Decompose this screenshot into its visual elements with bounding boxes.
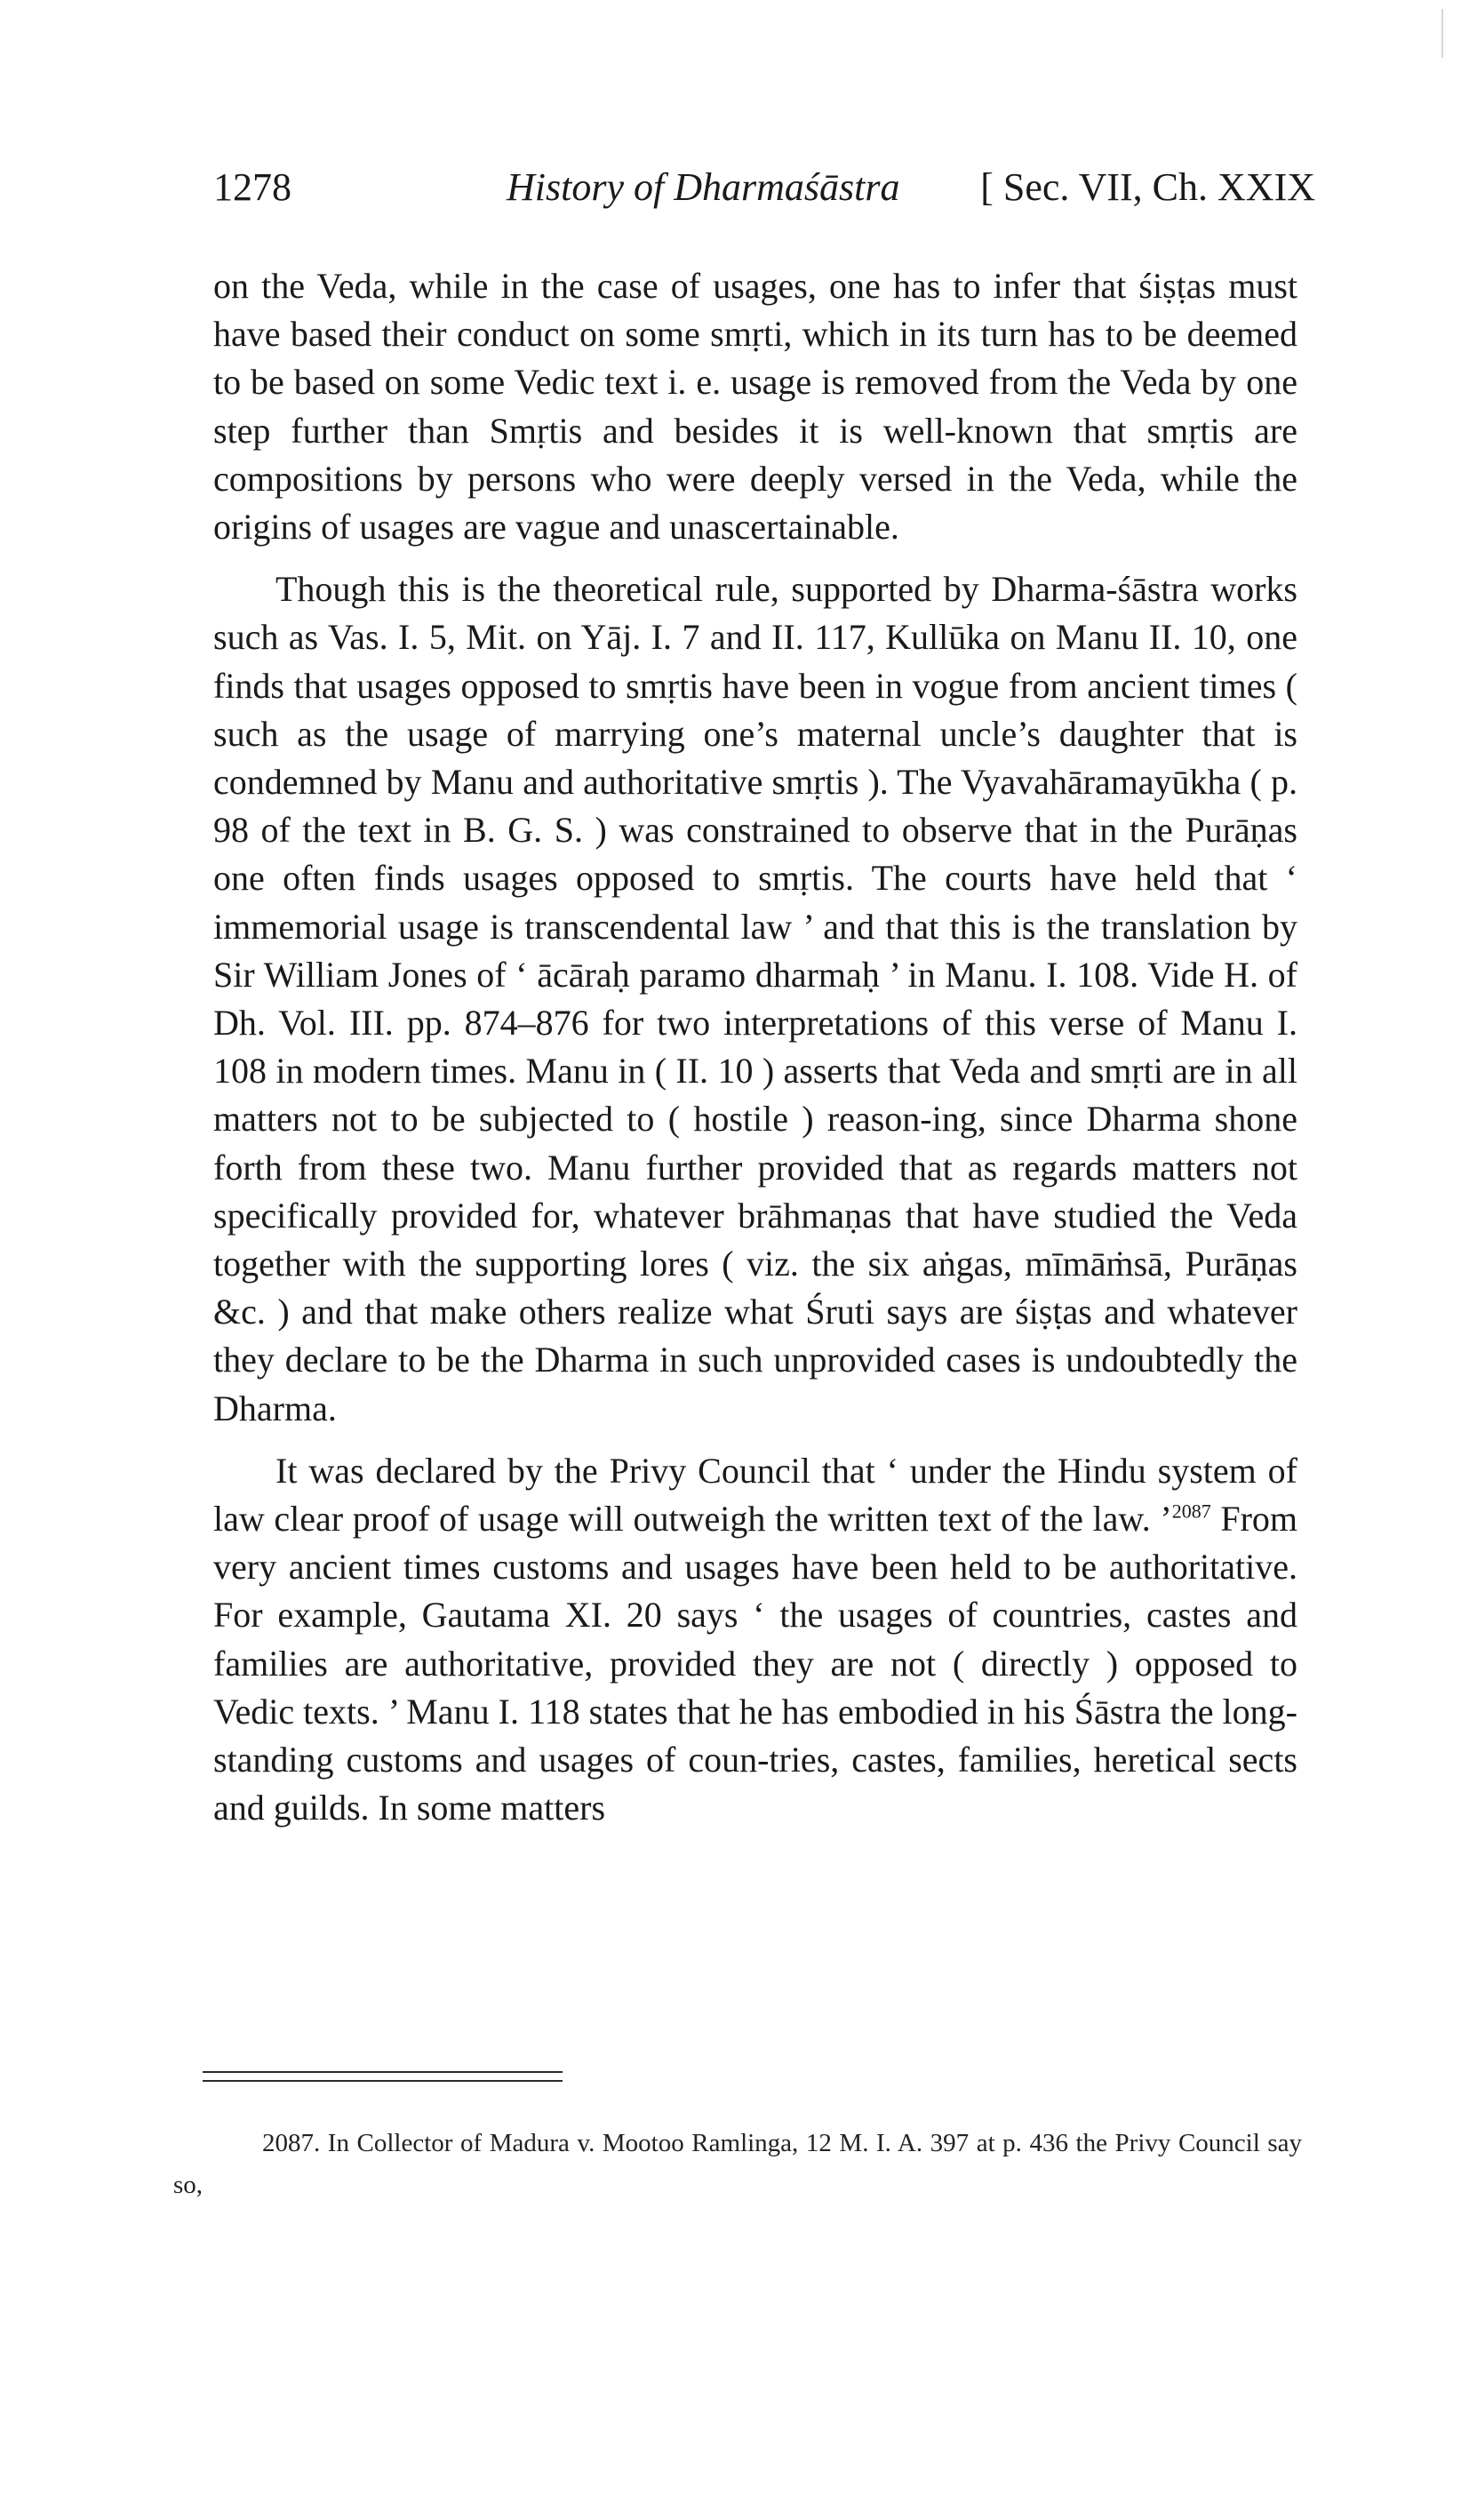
paragraph-text-before-ref: It was declared by the Privy Council that ‘ under the Hindu system of law clear proof of usage will outweigh the written text of the law. ’ bbox=[213, 1450, 1297, 1540]
paragraph-continued: on the Veda, while in the case of usages, one has to infer that śiṣṭas must have based their conduct on some smṛti, which in its turn has to be deemed to be based on some Vedic text i. e. usage is removed from the Veda by one step further than Smṛtis and besides it is well-known that smṛtis are compositions by persons who were deeply versed in the Veda, while the origins of usages are vague and unascertainable. bbox=[213, 266, 1297, 548]
paragraph-theoretical-rule: Though this is the theoretical rule, supported by Dharma-śāstra works such as Vas. I. 5, Mit. on Yāj. I. 7 and II. 117, Kullūka on Manu II. 10, one finds that usages opposed to smṛtis have been in vogue from ancient times ( such as the usage of marrying one’s maternal uncle’s daughter that is condemned by Manu and authoritative smṛtis ). The Vyavahāramayūkha ( p. 98 of the text in B. G. S. ) was constrained to observe that in the Purāṇas one often finds usages opposed to smṛtis. The courts have held that ‘ immemorial usage is transcendental law ’ and that this is the translation by Sir William Jones of ‘ ācāraḥ paramo dharmaḥ ’ in Manu. I. 108. Vide H. of Dh. Vol. III. pp. 874–876 for two interpretations of this verse of Manu I. 108 in modern times. Manu in ( II. 10 ) asserts that Veda and smṛti are in all matters not to be subjected to ( hostile ) reason-ing, since Dharma shone forth from these two. Manu further provided that as regards matters not specifically provided for, whatever brāhmaṇas that have studied the Veda together with the supporting lores ( viz. the six aṅgas, mīmāṁsā, Purāṇas &c. ) and that make others realize what Śruti says are śiṣṭas and whatever they declare to be the Dharma in such unprovided cases is undoubtedly the Dharma. bbox=[213, 569, 1297, 1428]
page-number: 1278 bbox=[213, 165, 291, 209]
page-header bbox=[213, 164, 1315, 227]
paragraph-privy-council bbox=[213, 1447, 1297, 1833]
main-text bbox=[213, 262, 1297, 1847]
footnote bbox=[173, 2123, 1302, 2206]
footnote-divider bbox=[203, 2080, 563, 2082]
footnote-divider bbox=[203, 2071, 563, 2073]
scan-edge-mark bbox=[1441, 9, 1443, 58]
footnote-text: 2087. In Collector of Madura v. Mootoo Ramlinga, 12 M. I. A. 397 at p. 436 the Privy Council say so, bbox=[173, 2129, 1302, 2199]
section-reference: [ Sec. VII, Ch. XXIX bbox=[980, 165, 1315, 209]
footnote-reference[interactable]: 2087 bbox=[1171, 1500, 1211, 1523]
paragraph-text-after-ref: From very ancient times customs and usages have been held to be authoritative. For example, Gautama XI. 20 says ‘ the usages of countries, castes and families are authoritative, provided they are not ( directly ) opposed to Vedic texts. ’ Manu I. 118 states that he has embodied in his Śāstra the long-standing customs and usages of coun-tries, castes, families, heretical sects and guilds. In some matters bbox=[213, 1499, 1298, 1828]
running-title: History of Dharmaśāstra bbox=[507, 165, 900, 209]
